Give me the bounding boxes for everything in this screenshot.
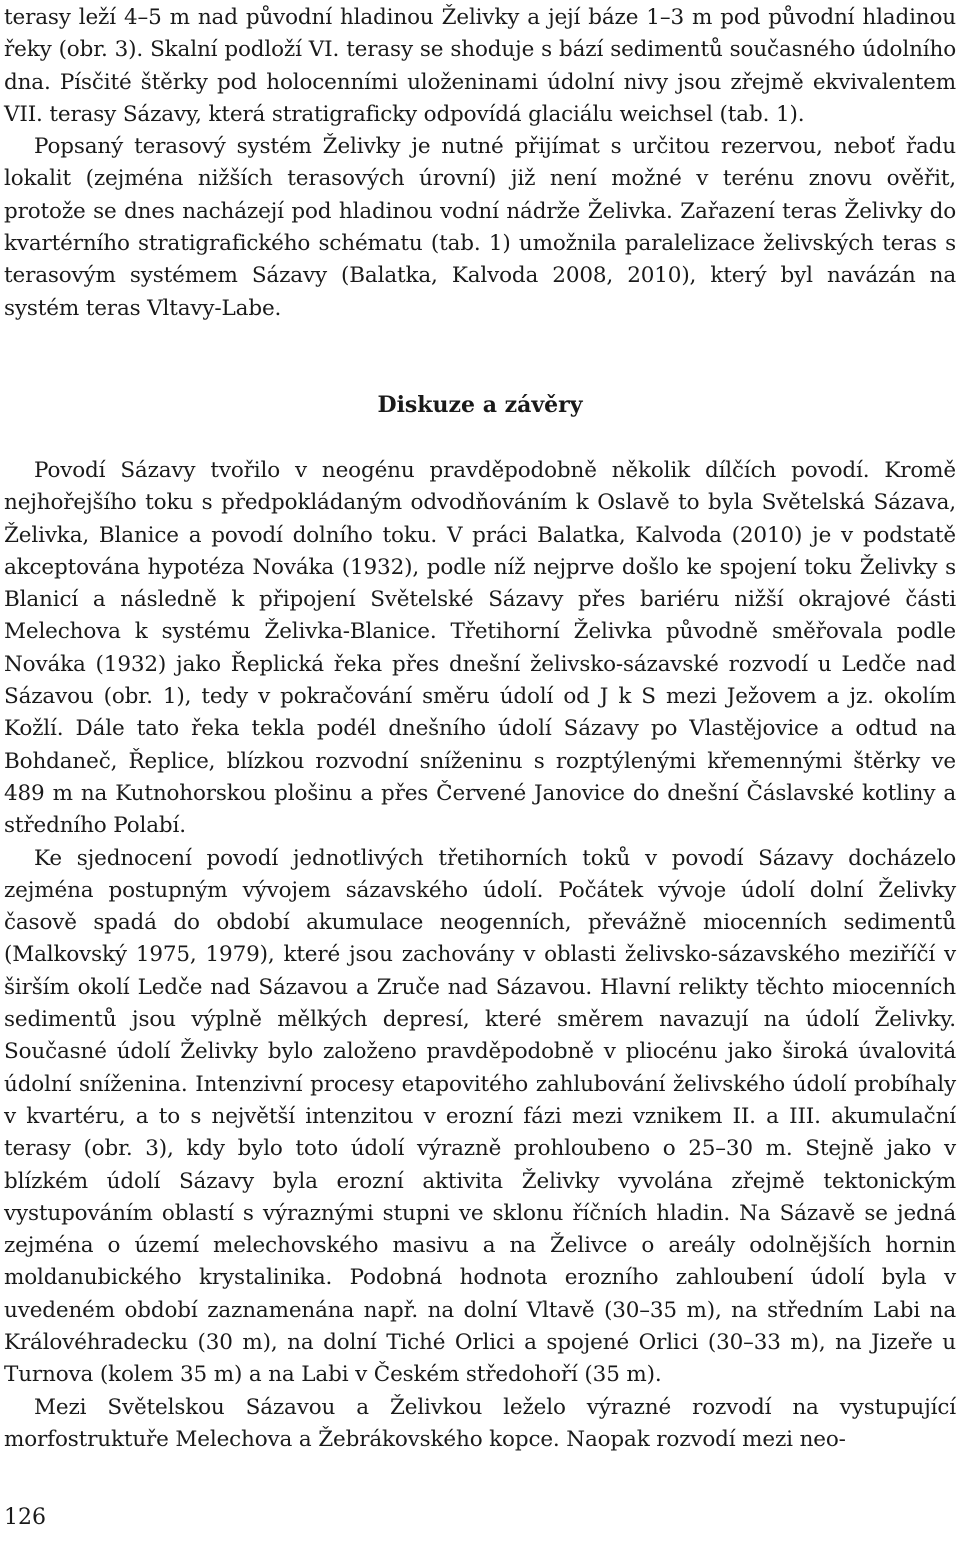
paragraph-discussion-1: Povodí Sázavy tvořilo v neogénu pravděpodobně několik dílčích povodí. Kromě nejhořejšího toku s předpokládaným odvodňováním k Oslavě to byla Světelská Sázava, Želivka, Blanice a povodí dolního toku. V práci Balatka, Kalvoda (2010) je v podstatě akceptována hypotéza Nováka (1932), podle níž nejprve došlo ke spojení toku Želivky s Blanicí a následně k připojení Světelské Sázavy přes bariéru nižší okrajové části Melechova k systému Želivka-Blanice. Třetihorní Želivka původně směřovala podle Nováka (1932) jako Řeplická řeka přes dnešní želivsko-sázavské rozvodí u Ledče nad Sázavou (obr. 1), tedy v pokračování směru údolí od J k S mezi Ježovem a jz. okolím Kožlí. Dále tato řeka tekla podél dnešního údolí Sázavy po Vlastějovice a odtud na Bohdaneč, Řeplice, blízkou rozvodní sníženinu s rozptýlenými křemennými štěrky ve 489 m na Kutnohorskou plošinu a přes Červené Janovice do dnešní Čáslavské kotliny a středního Polabí. xyxy=(4,458,956,839)
section-heading: Diskuze a závěry xyxy=(377,392,583,418)
top-text-block xyxy=(4,2,956,325)
paragraph-terrace-system-note: Popsaný terasový systém Želivky je nutné přijímat s určitou rezervou, neboť řadu lokalit (zejména nižších terasových úrovní) již není možné v terénu znovu ověřit, protože se dnes nacházejí pod hladinou vodní nádrže Želivka. Zařazení teras Želivky do kvartérního stratigrafického schématu (tab. 1) umožnila paralelizace želivských teras s terasovým systémem Sázavy (Balatka, Kalvoda 2008, 2010), který byl navázán na systém teras Vltavy-Labe. xyxy=(4,134,956,321)
paragraph-discussion-2: Ke sjednocení povodí jednotlivých třetihorních toků v povodí Sázavy docházelo zejména postupným vývojem sázavského údolí. Počátek vývoje údolí dolní Želivky časově spadá do období akumulace neogenních, převážně miocenních sedimentů (Malkovský 1975, 1979), které jsou zachovány v oblasti želivsko-sázavského meziříčí v širším okolí Ledče nad Sázavou a Zruče nad Sázavou. Hlavní relikty těchto miocenních sedimentů jsou výplně mělkých depresí, které směrem navazují na údolí Želivky. Současné údolí Želivky bylo založeno pravděpodobně v pliocénu jako široká úvalovitá údolní sníženina. Intenzivní procesy etapovitého zahlubování želivského údolí probíhaly v kvartéru, a to s největší intenzitou v erozní fázi mezi vznikem II. a III. akumulační terasy (obr. 3), kdy bylo toto údolí výrazně prohloubeno o 25–30 m. Stejně jako v blízkém údolí Sázavy byla erozní aktivita Želivky vyvolána zřejmě tektonickým vystupováním oblastí s výraznými stupni ve sklonu říčních hladin. Na Sázavě se jedná zejména o území melechovského masivu a na Želivce o areály odolnějších hornin moldanubického krystalinika. Podobná hodnota erozního zahloubení údolí byla v uvedeném období zaznamenána např. na dolní Vltavě (30–35 m), na středním Labi na Královéhradecku (30 m), na dolní Tiché Orlici a spojené Orlici (30–33 m), na Jizeře u Turnova (kolem 35 m) a na Labi v Českém středohoří (35 m). xyxy=(4,845,956,1388)
page-number: 126 xyxy=(4,1505,46,1530)
paragraph-discussion-3: Mezi Světelskou Sázavou a Želivkou leželo výrazné rozvodí na vystupující morfostruktuře Melechova a Žebrákovského kopce. Naopak rozvodí mezi neo- xyxy=(4,1394,956,1452)
discussion-text-block xyxy=(4,455,956,1456)
paragraph-terrace-continuation: terasy leží 4–5 m nad původní hladinou Želivky a její báze 1–3 m pod původní hladinou řeky (obr. 3). Skalní podloží VI. terasy se shoduje s bází sedimentů současného údolního dna. Písčité štěrky pod holocenními uloženinami údolní nivy jsou zřejmě ekvivalentem VII. terasy Sázavy, která stratigraficky odpovídá glaciálu weichsel (tab. 1). xyxy=(4,5,956,127)
